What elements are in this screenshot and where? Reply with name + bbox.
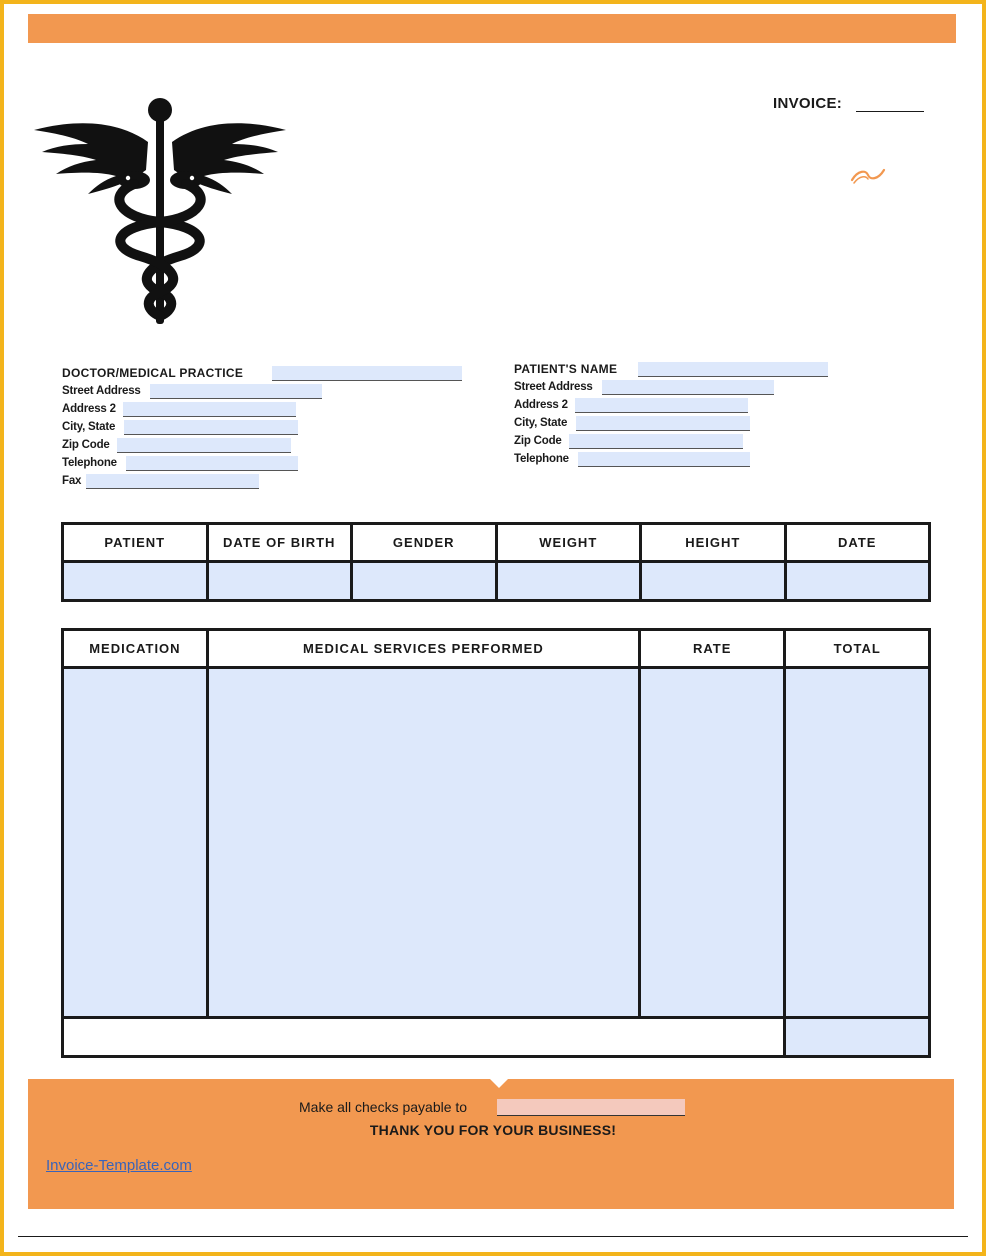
medication-cell[interactable] [63, 668, 208, 1018]
payable-text: Make all checks payable to [299, 1099, 468, 1115]
table-row [63, 668, 930, 1018]
doctor-address2-label: Address 2 [62, 403, 116, 415]
thank-you-text [0, 1122, 986, 1138]
doctor-city-row [62, 419, 300, 435]
height-cell[interactable] [641, 562, 786, 601]
services-table [61, 628, 931, 1058]
table-header-row [63, 630, 930, 668]
patient-zip-field[interactable] [569, 434, 743, 449]
weight-cell[interactable] [496, 562, 641, 601]
payable-to-field[interactable] [497, 1099, 685, 1116]
patient-street-field[interactable] [602, 380, 774, 395]
doctor-street-field[interactable] [150, 384, 322, 399]
caduceus-icon [30, 96, 290, 328]
doctor-fax-row [62, 473, 262, 489]
patient-address2-row [514, 397, 750, 413]
footer-notch [490, 1079, 508, 1088]
services-cell[interactable] [207, 668, 639, 1018]
doctor-zip-label: Zip Code [62, 439, 110, 451]
gender-cell[interactable] [351, 562, 496, 601]
date-cell[interactable] [785, 562, 929, 601]
patient-telephone-row [514, 451, 752, 467]
grand-total-cell[interactable] [785, 1018, 930, 1057]
total-cell[interactable] [785, 668, 930, 1018]
patient-name-row [514, 361, 830, 377]
invoice-number-field[interactable] [856, 97, 924, 112]
date-of-birth-cell[interactable] [207, 562, 351, 601]
patient-zip-row [514, 433, 746, 449]
doctor-practice-field[interactable] [272, 366, 462, 381]
doctor-city-label: City, State [62, 421, 116, 433]
doctor-telephone-field[interactable] [126, 456, 298, 471]
doctor-telephone-label: Telephone [62, 457, 117, 469]
patient-city-field[interactable] [576, 416, 750, 431]
totals-row [63, 1018, 930, 1057]
rate-cell[interactable] [639, 668, 784, 1018]
invoice-template-link[interactable]: Invoice-Template.com [46, 1157, 192, 1174]
patient-city-label: City, State [514, 417, 568, 429]
col-header-date-of-birth: DATE OF BIRTH [207, 524, 351, 562]
patient-cell[interactable] [63, 562, 208, 601]
col-header-date: DATE [785, 524, 929, 562]
col-header-services: MEDICAL SERVICES PERFORMED [207, 630, 639, 668]
col-header-weight: WEIGHT [496, 524, 641, 562]
totals-spacer-cell [63, 1018, 785, 1057]
col-header-gender: GENDER [351, 524, 496, 562]
col-header-total: TOTAL [785, 630, 930, 668]
doctor-telephone-row [62, 455, 302, 471]
col-header-height: HEIGHT [641, 524, 786, 562]
doctor-practice-label: DOCTOR/MEDICAL PRACTICE [62, 366, 244, 380]
patient-telephone-field[interactable] [578, 452, 750, 467]
thank-you-label: THANK YOU FOR YOUR BUSINESS! [369, 1122, 617, 1138]
swirl-icon [848, 164, 888, 186]
header-band [28, 14, 956, 43]
patient-street-label: Street Address [514, 381, 593, 393]
bottom-divider [18, 1236, 968, 1237]
col-header-medication: MEDICATION [63, 630, 208, 668]
patient-address2-label: Address 2 [514, 399, 568, 411]
doctor-practice-row [62, 365, 462, 381]
doctor-fax-label: Fax [62, 475, 82, 487]
doctor-address2-field[interactable] [123, 402, 296, 417]
doctor-zip-row [62, 437, 294, 453]
col-header-rate: RATE [639, 630, 784, 668]
doctor-city-field[interactable] [124, 420, 298, 435]
patient-telephone-label: Telephone [514, 453, 569, 465]
patient-details-table [61, 522, 931, 602]
table-header-row [63, 524, 930, 562]
patient-street-row [514, 379, 776, 395]
doctor-fax-field[interactable] [86, 474, 259, 489]
patient-address2-field[interactable] [575, 398, 748, 413]
invoice-label: INVOICE: [773, 95, 843, 112]
doctor-zip-field[interactable] [117, 438, 291, 453]
patient-zip-label: Zip Code [514, 435, 562, 447]
patient-name-field[interactable] [638, 362, 828, 377]
patient-city-row [514, 415, 752, 431]
doctor-address2-row [62, 401, 298, 417]
col-header-patient: PATIENT [63, 524, 208, 562]
doctor-street-label: Street Address [62, 385, 141, 397]
footer-band [28, 1079, 954, 1209]
patient-name-label: PATIENT'S NAME [514, 362, 618, 376]
table-row [63, 562, 930, 601]
doctor-street-row [62, 383, 324, 399]
